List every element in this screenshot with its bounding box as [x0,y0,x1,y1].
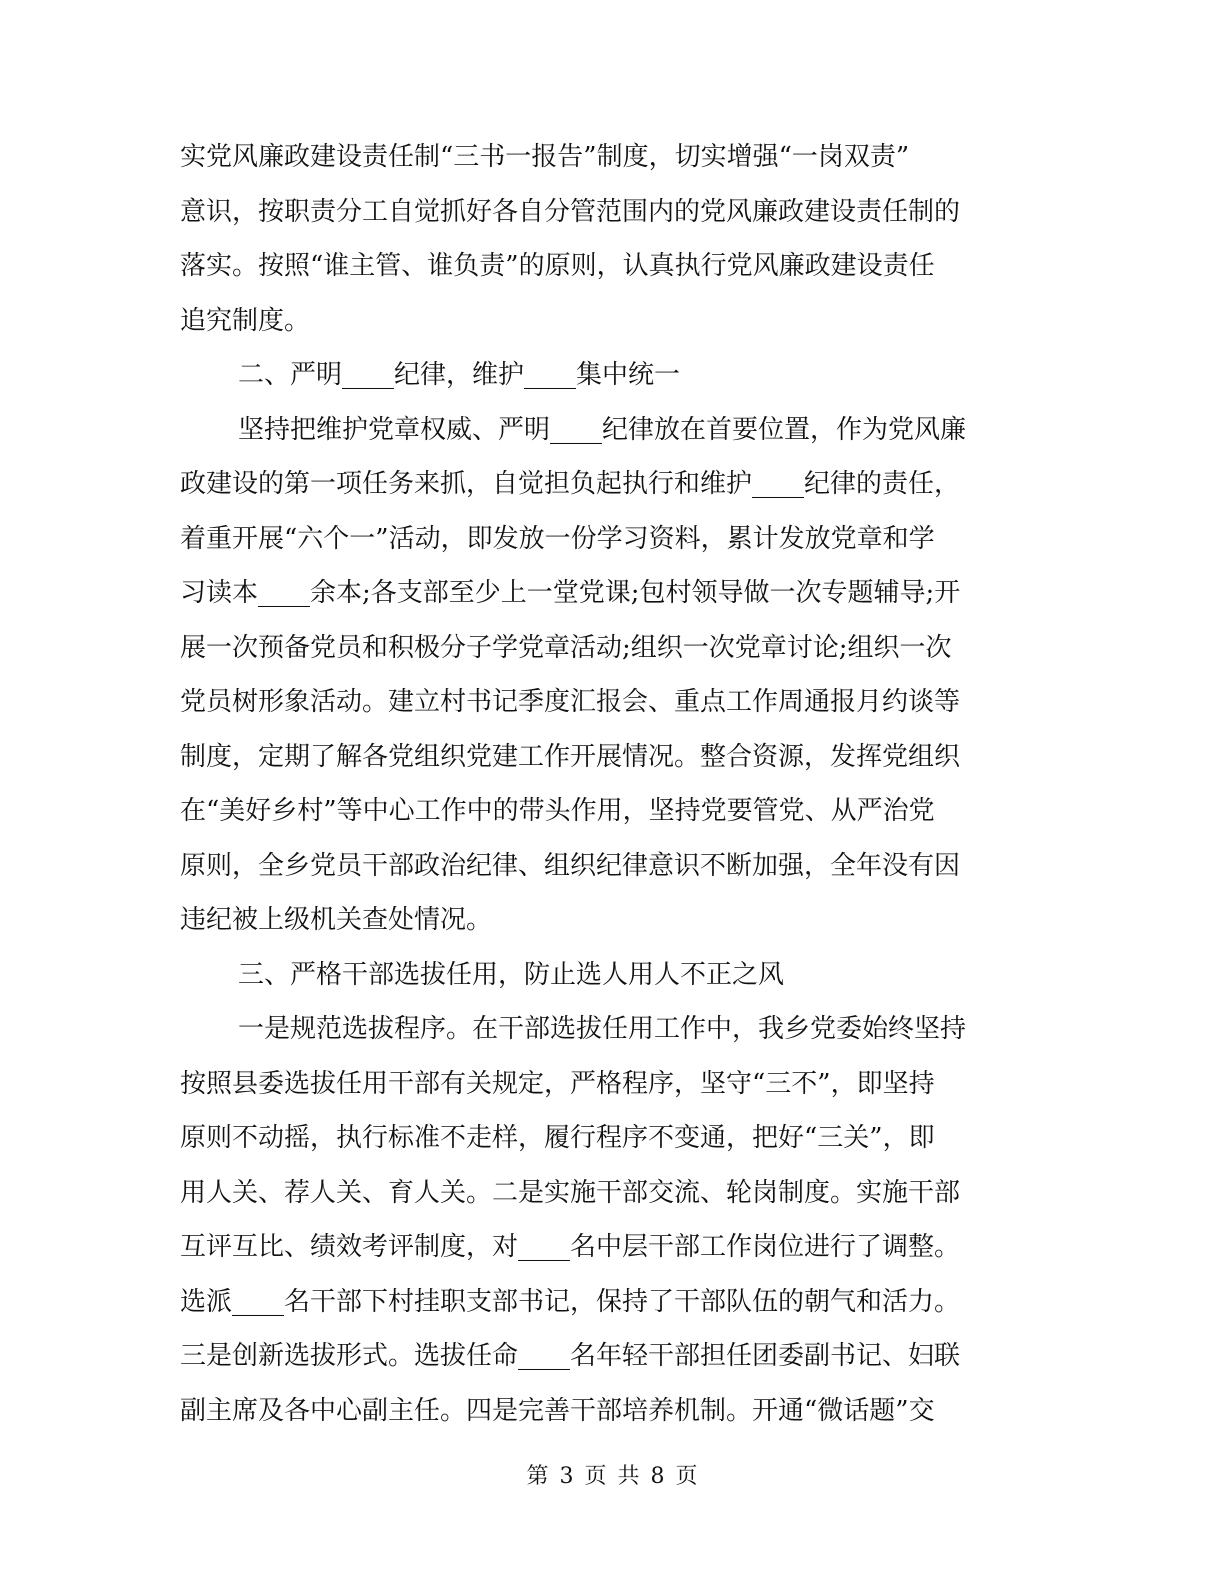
text-line: 追究制度。 [180,305,311,336]
text-line: 政建设的第一项任务来抓，自觉担负起执行和维护____纪律的责任， [180,469,961,499]
text-line: 习读本____余本;各支部至少上一堂党课;包村领导做一次专题辅导;开 [180,578,961,608]
section-heading-2: 二、严明____纪律，维护____集中统一 [238,360,681,390]
text-line: 用人关、荐人关、育人关。二是实施干部交流、轮岗制度。实施干部 [180,1177,961,1208]
text-line: 制度，定期了解各党组织党建工作开展情况。整合资源，发挥党组织 [180,741,961,772]
text-line: 原则不动摇，执行标准不走样，履行程序不变通，把好“三关”，即 [180,1123,935,1153]
page-number-footer: 第 3 页 共 8 页 [526,1464,698,1489]
text-line: 互评互比、绩效考评制度，对____名中层干部工作岗位进行了调整。 [180,1232,961,1262]
text-line: 着重开展“六个一”活动，即发放一份学习资料，累计发放党章和学 [180,523,935,554]
text-line: 副主席及各中心副主任。四是完善干部培养机制。开通“微话题”交 [180,1395,935,1426]
text-line: 按照县委选拔任用干部有关规定，严格程序，坚守“三不”，即坚持 [180,1068,935,1099]
text-line: 坚持把维护党章权威、严明____纪律放在首要位置，作为党风廉 [238,414,967,445]
text-line: 展一次预备党员和积极分子学党章活动;组织一次党章讨论;组织一次 [180,632,952,663]
text-line: 原则，全乡党员干部政治纪律、组织纪律意识不断加强，全年没有因 [180,850,961,881]
text-line: 意识，按职责分工自觉抓好各自分管范围内的党风廉政建设责任制的 [180,196,961,227]
text-line: 党员树形象活动。建立村书记季度汇报会、重点工作周通报月约谈等 [180,687,961,717]
text-line: 违纪被上级机关查处情况。 [180,905,493,935]
text-line: 在“美好乡村”等中心工作中的带头作用，坚持党要管党、从严治党 [180,796,935,826]
body-text [180,130,1050,1438]
section-heading-3: 三、严格干部选拔任用，防止选人用人不正之风 [238,959,785,990]
text-line: 三是创新选拔形式。选拔任命____名年轻干部担任团委副书记、妇联 [180,1341,961,1371]
text-line: 实党风廉政建设责任制“三书一报告”制度，切实增强“一岗双责” [180,142,910,172]
text-line: 选派____名干部下村挂职支部书记，保持了干部队伍的朝气和活力。 [180,1286,961,1317]
text-line: 落实。按照“谁主管、谁负责”的原则，认真执行党风廉政建设责任 [180,251,935,281]
text-line: 一是规范选拔程序。在干部选拔任用工作中，我乡党委始终坚持 [238,1014,967,1044]
